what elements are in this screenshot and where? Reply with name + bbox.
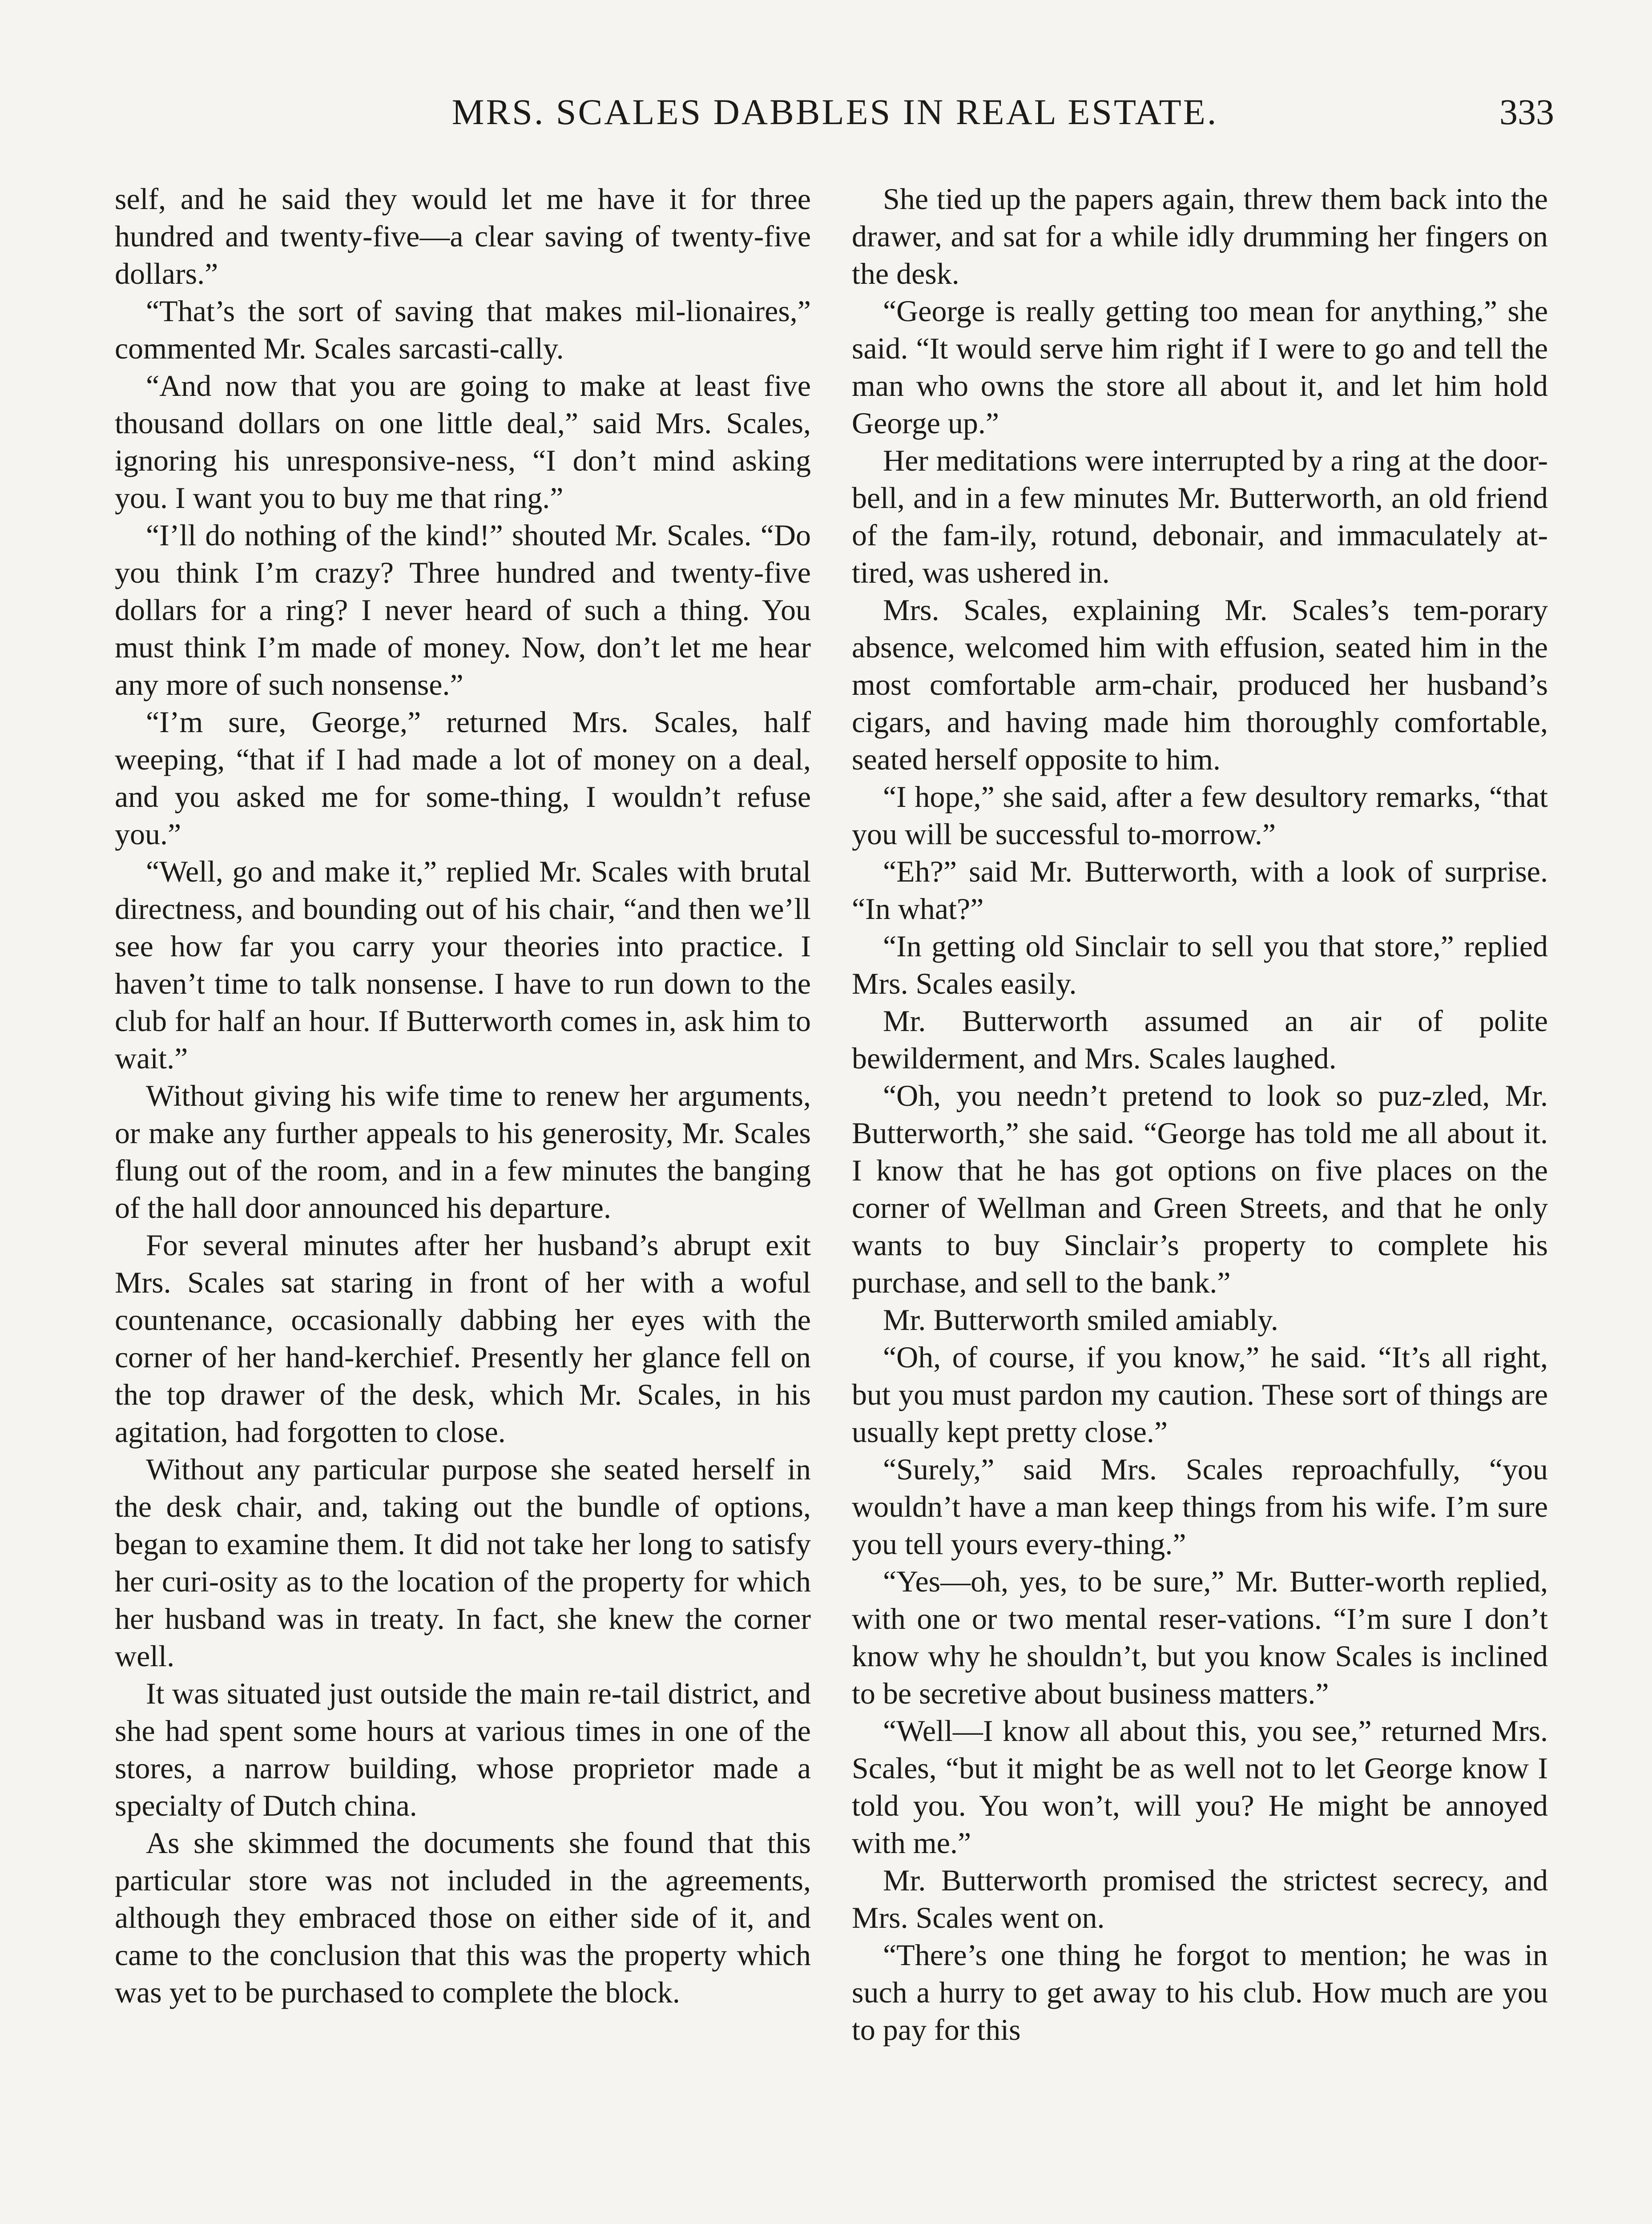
paragraph: “In getting old Sinclair to sell you that store,” replied Mrs. Scales easily. bbox=[852, 929, 1548, 1000]
page-number: 333 bbox=[1499, 92, 1554, 132]
paragraph: “I hope,” she said, after a few desultory remarks, “that you will be successful to-morrow.” bbox=[852, 780, 1548, 851]
running-header bbox=[116, 91, 1554, 140]
paragraph: “Well—I know all about this, you see,” returned Mrs. Scales, “but it might be as well not to let George know I told you. You won’t, will you? He might be annoyed with me.” bbox=[852, 1714, 1548, 1860]
paragraph: “There’s one thing he forgot to mention; he was in such a hurry to get away to his club. How much are you to pay for this bbox=[852, 1938, 1548, 2047]
paragraph: “Yes—oh, yes, to be sure,” Mr. Butter-worth replied, with one or two mental reser-vations. “I’m sure I don’t know why he shouldn’t, but you know Scales is inclined to be secretive about business matters.” bbox=[852, 1564, 1548, 1710]
paragraph: “Surely,” said Mrs. Scales reproachfully, “you wouldn’t have a man keep things from his wife. I’m sure you tell yours every-thing.” bbox=[852, 1452, 1548, 1561]
paragraph: “George is really getting too mean for anything,” she said. “It would serve him right if I were to go and tell the man who owns the store all about it, and let him hold George up.” bbox=[852, 294, 1548, 440]
paragraph: “And now that you are going to make at least five thousand dollars on one little deal,” said Mrs. Scales, ignoring his unresponsive-ness, “I don’t mind asking you. I want you to buy me that ring.” bbox=[115, 369, 811, 515]
paragraph: “Well, go and make it,” replied Mr. Scales with brutal directness, and bounding out of his chair, “and then we’ll see how far you carry your theories into practice. I haven’t time to talk nonsense. I have to run down to the club for half an hour. If Butterworth comes in, ask him to wait.” bbox=[115, 854, 811, 1075]
paragraph: Her meditations were interrupted by a ring at the door-bell, and in a few minutes Mr. Butterworth, an old friend of the fam-ily, rotund, debonair, and immaculately at-tired, was ushered in. bbox=[852, 443, 1548, 589]
paragraph: “Oh, of course, if you know,” he said. “It’s all right, but you must pardon my caution. These sort of things are usually kept pretty close.” bbox=[852, 1340, 1548, 1449]
paragraph: Without any particular purpose she seated herself in the desk chair, and, taking out the bundle of options, began to examine them. It did not take her long to satisfy her curi-osity as to the location of the property for which her husband was in treaty. In fact, she knew the corner well. bbox=[115, 1452, 811, 1673]
paragraph: “Oh, you needn’t pretend to look so puz-zled, Mr. Butterworth,” she said. “George has told me all about it. I know that he has got options on five places on the corner of Wellman and Green Streets, and that he only wants to buy Sinclair’s property to complete his purchase, and sell to the bank.” bbox=[852, 1079, 1548, 1299]
paragraph: Mr. Butterworth smiled amiably. bbox=[883, 1303, 1278, 1337]
paragraph: Mrs. Scales, explaining Mr. Scales’s tem-porary absence, welcomed him with effusion, seated him in the most comfortable arm-chair, produced her husband’s cigars, and having made him thoroughly comfortable, seated herself opposite to him. bbox=[852, 593, 1548, 776]
paragraph: self, and he said they would let me have it for three hundred and twenty-five—a clear saving of twenty-five dollars.” bbox=[115, 182, 811, 290]
text-columns bbox=[115, 180, 1548, 2224]
paragraph: Mr. Butterworth promised the strictest secrecy, and Mrs. Scales went on. bbox=[852, 1863, 1548, 1934]
paragraph: “That’s the sort of saving that makes mil-lionaires,” commented Mr. Scales sarcasti-cally. bbox=[115, 294, 811, 365]
paragraph: She tied up the papers again, threw them back into the drawer, and sat for a while idly drumming her fingers on the desk. bbox=[852, 182, 1548, 290]
paragraph: For several minutes after her husband’s abrupt exit Mrs. Scales sat staring in front of her with a woful countenance, occasionally dabbing her eyes with the corner of her hand-kerchief. Presently her glance fell on the top drawer of the desk, which Mr. Scales, in his agitation, had forgotten to close. bbox=[115, 1228, 811, 1449]
paragraph: Without giving his wife time to renew her arguments, or make any further appeals to his generosity, Mr. Scales flung out of the room, and in a few minutes the banging of the hall door announced his departure. bbox=[115, 1079, 811, 1225]
paragraph: “Eh?” said Mr. Butterworth, with a look of surprise. “In what?” bbox=[852, 854, 1548, 926]
paragraph: Mr. Butterworth assumed an air of polite bewilderment, and Mrs. Scales laughed. bbox=[852, 1004, 1548, 1075]
paragraph: It was situated just outside the main re-tail district, and she had spent some hours at various times in one of the stores, a narrow building, whose proprietor made a specialty of Dutch china. bbox=[115, 1676, 811, 1822]
paragraph: As she skimmed the documents she found that this particular store was not included in the agreements, although they embraced those on either side of it, and came to the conclusion that this was the property which was yet to be purchased to complete the block. bbox=[115, 1826, 811, 2009]
right-column bbox=[852, 180, 1548, 2048]
paragraph: “I’m sure, George,” returned Mrs. Scales, half weeping, “that if I had made a lot of money on a deal, and you asked me for some-thing, I wouldn’t refuse you.” bbox=[115, 705, 811, 851]
left-column bbox=[115, 180, 811, 2011]
paragraph: “I’ll do nothing of the kind!” shouted Mr. Scales. “Do you think I’m crazy? Three hundred and twenty-five dollars for a ring? I never heard of such a thing. You must think I’m made of money. Now, don’t let me hear any more of such nonsense.” bbox=[115, 518, 811, 701]
running-title: MRS. SCALES DABBLES IN REAL ESTATE. bbox=[451, 92, 1218, 132]
